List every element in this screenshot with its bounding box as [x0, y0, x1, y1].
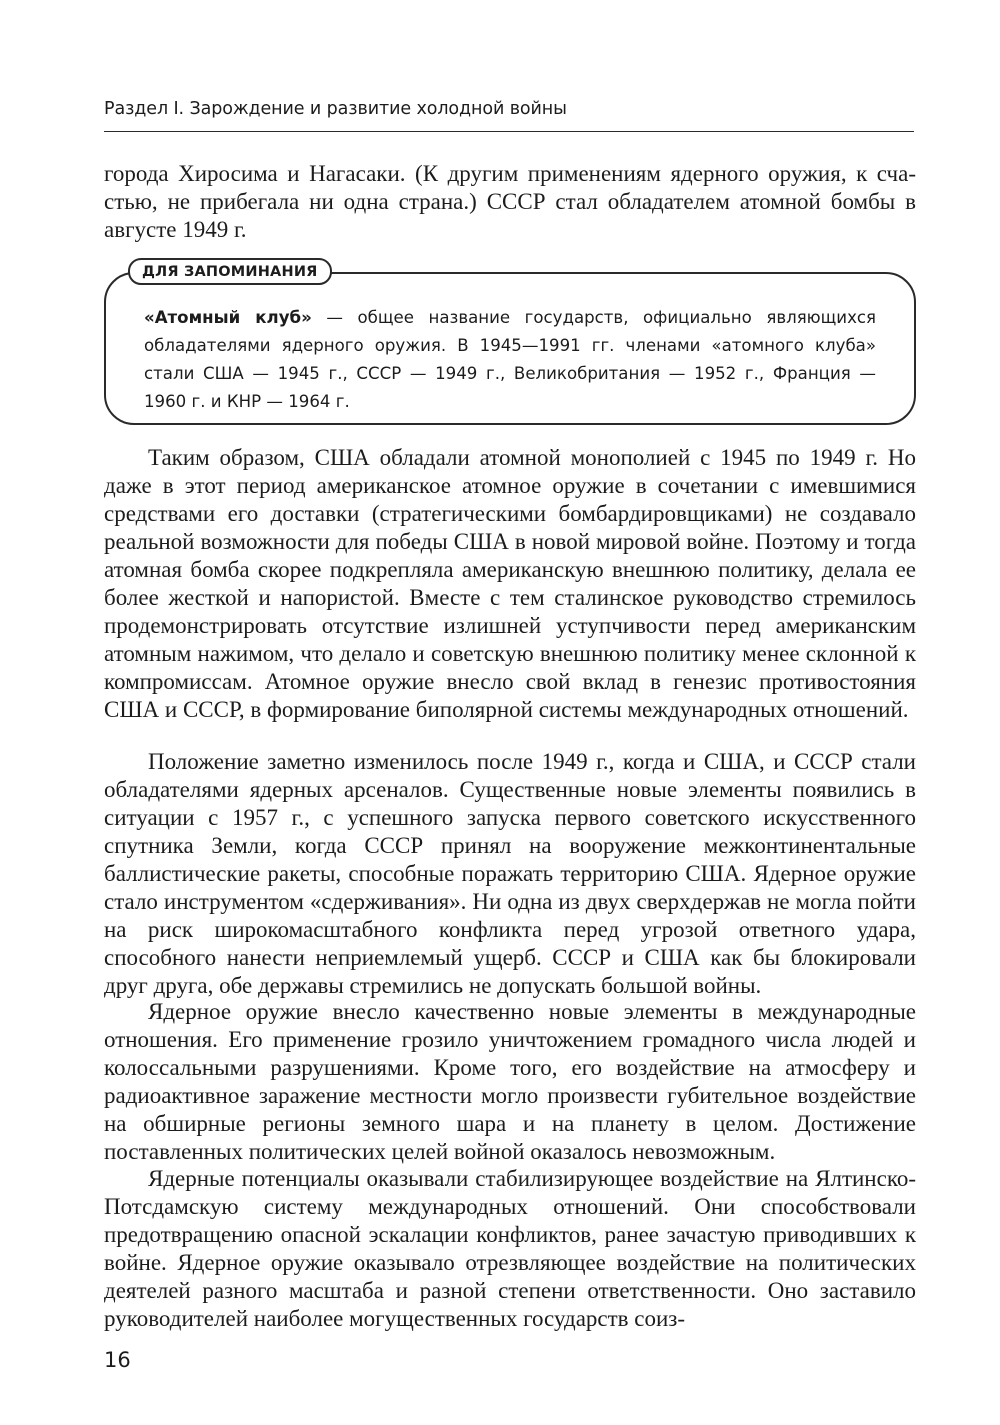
body-paragraph-3: Ядерное оружие внесло качественно новые элементы в международные отношения. Его применение грозило уничтожением громадного числа людей и колоссальными разрушениями. Кроме того, его воздействие на атмосферу и радиоактивное заражение местности могло произвести губительное воздействие на обширные регионы земного шара и на планету в целом. Достижение поставленных политических целей войной оказалось невозможным.: [104, 999, 916, 1164]
header-rule: [104, 131, 914, 132]
body-paragraph-1: Таким образом, США обладали атомной монополией с 1945 по 1949 г. Но даже в этот период американское атомное оружие в сочетании с имевшимися средствами его доставки (стратегическими бомбардировщиками) не создавало реальной возможности для победы США в новой мировой войне. Поэтому и тогда атомная бомба скорее подкрепляла американскую внешнюю политику, делала ее более жесткой и напористой. Вместе с тем сталинское руководство стремилось продемонстрировать отсутствие излишней уступчивости перед американским атомным нажимом, что делало и советскую внешнюю политику менее склонной к компромиссам. Атомное оружие внесло свой вклад в генезис противостояния США и СССР, в формирование биполярной системы международных отношений.: [104, 445, 916, 722]
body-paragraph-2: Положение заметно изменилось после 1949 г., когда и США, и СССР стали обладателями ядерных арсеналов. Существенные новые элементы появились в ситуации с 1957 г., с успешного запуска первого советского искусственного спутника Земли, когда СССР принял на вооружение межконтинентальные баллистические ракеты, способные поражать территорию США. Ядерное оружие стало инструментом «сдерживания». Ни одна из двух сверхдержав не могла пойти на риск широкомасштабного конфликта перед угрозой ответного удара, способного нанести неприемлемый ущерб. СССР и США как бы блокировали друг друга, обе державы стремились не допускать большой войны.: [104, 749, 916, 998]
intro-paragraph: города Хиросима и Нагасаки. (К другим применениям ядерного оружия, к счастью, не прибегала ни одна страна.) СССР стал обладателем атомной бомбы в августе 1949 г.: [104, 161, 916, 242]
page-number: 16: [104, 1348, 131, 1372]
memo-label: ДЛЯ ЗАПОМИНАНИЯ: [128, 258, 332, 285]
memo-definition: — общее название государств, официально являющихся обладателями ядерного оружия. В 1945—1991 гг. членами «атомного клуба» стали США — 1945 г., СССР — 1949 г., Великобритания — 1952 г., Франция — 1960 г. и КНР — 1964 г.: [144, 308, 876, 411]
memo-text: [144, 304, 876, 416]
memo-term: «Атомный клуб»: [144, 308, 312, 327]
running-head: Раздел I. Зарождение и развитие холодной войны: [104, 99, 567, 119]
body-paragraph-4: Ядерные потенциалы оказывали стабилизирующее воздействие на Ялтинско-Потсдамскую систему международных отношений. Они способствовали предотвращению опасной эскалации конфликтов, ранее зачастую приводивших к войне. Ядерное оружие оказывало отрезвляющее воздействие на политических деятелей разного масштаба и разной степени ответственности. Оно заставило руководителей наиболее могущественных государств соиз-: [104, 1166, 916, 1331]
